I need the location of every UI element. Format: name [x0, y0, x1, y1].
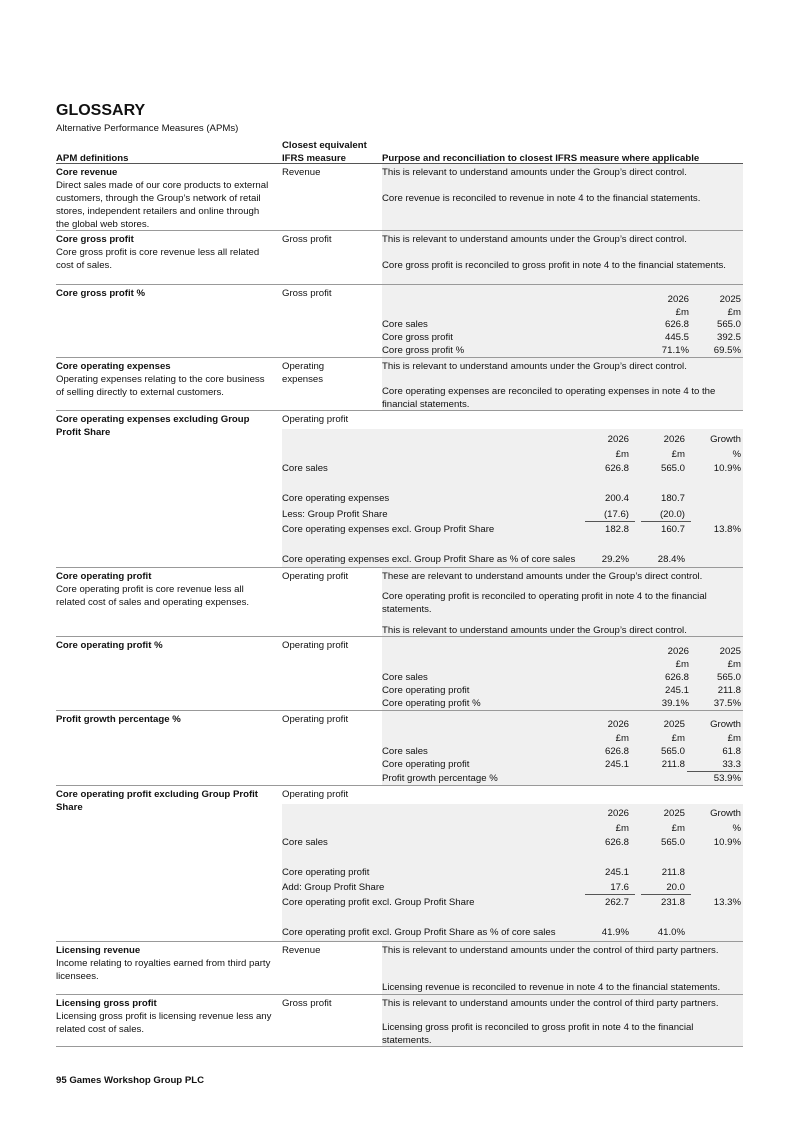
row-core-revenue — [56, 164, 743, 231]
value: 71.1% — [661, 345, 689, 356]
line-label: Core operating profit excl. Group Profit Share as % of core sales — [282, 927, 556, 938]
unit-header: £m — [615, 449, 629, 460]
reconciliation-text: Core operating expenses are reconciled to operating expenses in note 4 to the financial statements. — [382, 386, 716, 410]
value: 626.8 — [604, 746, 629, 757]
value: 211.8 — [717, 685, 741, 696]
row-core-opex — [56, 358, 743, 411]
term-name: Core operating profit — [56, 571, 152, 582]
line-label: Core operating profit — [282, 867, 370, 878]
unit-header: £m — [727, 659, 741, 670]
year-header: 2026 — [667, 294, 689, 305]
purpose-text: This is relevant to understand amounts under the control of third party partners. — [382, 945, 719, 956]
line-label: Core operating profit — [382, 685, 470, 696]
row-core-gross-profit — [56, 231, 743, 285]
row-core-operating-profit — [56, 568, 743, 637]
glossary-page — [56, 0, 743, 1131]
value: 61.8 — [722, 746, 741, 757]
ifrs-measure: Operating expenses — [282, 361, 325, 385]
value: (17.6) — [603, 509, 629, 520]
value: 180.7 — [660, 493, 685, 504]
unit-header: % — [732, 449, 741, 460]
page-subtitle: Alternative Performance Measures (APMs) — [56, 123, 239, 134]
value: 17.6 — [610, 882, 629, 893]
year-header: 2025 — [719, 646, 741, 657]
term-definition: Licensing gross profit is licensing revenue less any related cost of sales. — [56, 1011, 272, 1035]
value: 211.8 — [661, 867, 685, 878]
ifrs-measure: Revenue — [282, 167, 321, 178]
value: 565.0 — [716, 319, 741, 330]
value: 231.8 — [660, 897, 685, 908]
value: 53.9% — [713, 773, 741, 784]
year-header: 2025 — [719, 294, 741, 305]
value: 28.4% — [657, 554, 685, 565]
reconciliation-table — [282, 804, 743, 941]
growth-header: Growth — [710, 719, 741, 730]
year-header: 2026 — [667, 646, 689, 657]
year-header: 2026 — [607, 434, 629, 445]
ifrs-measure: Operating profit — [282, 414, 349, 425]
purpose-text: This is relevant to understand amounts under the control of third party partners. — [382, 998, 719, 1009]
value: 245.1 — [604, 867, 629, 878]
row-core-gross-profit-pct — [56, 285, 743, 358]
ifrs-measure: Gross profit — [282, 288, 332, 299]
value: 245.1 — [664, 685, 689, 696]
value: 41.0% — [657, 927, 685, 938]
col-header-apm: APM definitions — [56, 153, 129, 164]
term-name: Licensing revenue — [56, 945, 141, 956]
value: 565.0 — [660, 463, 685, 474]
subtotal-rule — [641, 894, 691, 895]
purpose-text: This is relevant to understand amounts under the Group’s direct control. — [382, 234, 687, 245]
value: 626.8 — [604, 463, 629, 474]
term-definition: Income relating to royalties earned from third party licensees. — [56, 958, 271, 982]
year-header: 2026 — [663, 434, 685, 445]
growth-header: Growth — [710, 434, 741, 445]
term-name: Core operating profit % — [56, 640, 163, 651]
unit-header: £m — [727, 307, 741, 318]
value: 245.1 — [604, 759, 629, 770]
year-header: 2025 — [663, 719, 685, 730]
term-definition: Core operating profit is core revenue less all related cost of sales and operating expenses. — [56, 584, 250, 608]
term-name: Profit growth percentage % — [56, 714, 181, 725]
term-name: Core gross profit — [56, 234, 134, 245]
term-definition: Core gross profit is core revenue less all related cost of sales. — [56, 247, 260, 271]
ifrs-measure: Operating profit — [282, 789, 349, 800]
reconciliation-text: Core operating profit is reconciled to operating profit in note 4 to the financial statements. — [382, 591, 707, 615]
row-profit-growth — [56, 711, 743, 786]
purpose-text: This is relevant to understand amounts under the Group’s direct control. — [382, 361, 687, 372]
term-name: Licensing gross profit — [56, 998, 157, 1009]
page-title: GLOSSARY — [56, 102, 146, 119]
value: 13.8% — [713, 524, 741, 535]
table-bottom-rule — [56, 1046, 743, 1047]
reconciliation-text: Licensing revenue is reconciled to revenue in note 4 to the financial statements. — [382, 982, 721, 993]
line-label: Core sales — [382, 672, 428, 683]
col-header-ifrs: Closest equivalent IFRS measure — [282, 140, 367, 164]
line-label: Core operating profit excl. Group Profit Share — [282, 897, 475, 908]
reconciliation-text: Licensing gross profit is reconciled to gross profit in note 4 to the financial statements. — [382, 1022, 694, 1046]
line-label: Core gross profit % — [382, 345, 465, 356]
unit-header: £m — [671, 823, 685, 834]
ifrs-measure: Gross profit — [282, 998, 332, 1009]
value: 160.7 — [660, 524, 685, 535]
value: 211.8 — [661, 759, 685, 770]
line-label: Core operating expenses excl. Group Profit Share — [282, 524, 495, 535]
unit-header: £m — [675, 659, 689, 670]
line-label: Core sales — [282, 837, 328, 848]
term-definition: Direct sales made of our core products to external customers, through the Group’s network of retail stores, independent retailers and online through the global web stores. — [56, 180, 269, 230]
subtotal-rule — [585, 521, 635, 522]
line-label: Core sales — [282, 463, 328, 474]
reconciliation-text: Core revenue is reconciled to revenue in note 4 to the financial statements. — [382, 193, 701, 204]
line-label: Core operating profit — [382, 759, 470, 770]
value: 33.3 — [722, 759, 741, 770]
unit-header: £m — [615, 733, 629, 744]
value: 13.3% — [713, 897, 741, 908]
unit-header: £m — [671, 733, 685, 744]
line-label: Profit growth percentage % — [382, 773, 498, 784]
ifrs-measure: Gross profit — [282, 234, 332, 245]
value: 69.5% — [713, 345, 741, 356]
reconciliation-table — [282, 429, 743, 567]
value: 445.5 — [664, 332, 689, 343]
ifrs-measure: Operating profit — [282, 640, 349, 651]
line-label: Core gross profit — [382, 332, 453, 343]
value: 200.4 — [604, 493, 629, 504]
row-core-opex-excl-gps — [56, 411, 743, 568]
row-licensing-revenue — [56, 942, 743, 995]
reconciliation-table — [382, 637, 743, 710]
row-licensing-gross-profit — [56, 995, 743, 1046]
ifrs-measure: Operating profit — [282, 714, 349, 725]
line-label: Core operating expenses — [282, 493, 390, 504]
unit-header: £m — [615, 823, 629, 834]
reconciliation-table — [382, 285, 743, 357]
line-label: Core operating expenses excl. Group Profit Share as % of core sales — [282, 554, 576, 565]
value: 10.9% — [713, 837, 741, 848]
value: 565.0 — [716, 672, 741, 683]
line-label: Less: Group Profit Share — [282, 509, 388, 520]
purpose-text: This is relevant to understand amounts under the Group’s direct control. — [382, 167, 687, 178]
subtotal-rule — [641, 521, 691, 522]
term-name: Core gross profit % — [56, 288, 146, 299]
value: 565.0 — [660, 746, 685, 757]
value: 39.1% — [661, 698, 689, 709]
value: (20.0) — [659, 509, 685, 520]
value: 29.2% — [601, 554, 629, 565]
line-label: Add: Group Profit Share — [282, 882, 385, 893]
value: 626.8 — [664, 319, 689, 330]
unit-header: £m — [675, 307, 689, 318]
line-label: Core sales — [382, 319, 428, 330]
value: 20.0 — [666, 882, 685, 893]
page-footer: 95 Games Workshop Group PLC — [56, 1075, 205, 1086]
unit-header: £m — [727, 733, 741, 744]
value: 10.9% — [713, 463, 741, 474]
year-header: 2025 — [663, 808, 685, 819]
value: 565.0 — [660, 837, 685, 848]
value: 392.5 — [716, 332, 741, 343]
purpose-text: This is relevant to understand amounts under the Group’s direct control. — [382, 625, 687, 636]
row-core-op-profit-excl-gps — [56, 786, 743, 942]
term-definition: Operating expenses relating to the core business of selling directly to external customers. — [56, 374, 265, 398]
term-name: Core operating expenses excluding Group Profit Share — [56, 414, 250, 438]
purpose-text: These are relevant to understand amounts under the Group’s direct control. — [382, 571, 703, 582]
year-header: 2026 — [607, 808, 629, 819]
ifrs-measure: Operating profit — [282, 571, 349, 582]
value: 262.7 — [604, 897, 629, 908]
col-header-purpose: Purpose and reconciliation to closest IFRS measure where applicable — [382, 153, 700, 164]
year-header: 2026 — [607, 719, 629, 730]
reconciliation-table — [382, 711, 743, 785]
line-label: Core sales — [382, 746, 428, 757]
value: 41.9% — [601, 927, 629, 938]
value: 626.8 — [664, 672, 689, 683]
row-core-operating-profit-pct — [56, 637, 743, 711]
value: 182.8 — [604, 524, 629, 535]
unit-header: £m — [671, 449, 685, 460]
value: 37.5% — [713, 698, 741, 709]
line-label: Core operating profit % — [382, 698, 481, 709]
value: 626.8 — [604, 837, 629, 848]
unit-header: % — [732, 823, 741, 834]
subtotal-rule — [585, 894, 635, 895]
growth-header: Growth — [710, 808, 741, 819]
ifrs-measure: Revenue — [282, 945, 321, 956]
term-name: Core revenue — [56, 167, 118, 178]
term-name: Core operating profit excluding Group Profit Share — [56, 789, 259, 813]
term-name: Core operating expenses — [56, 361, 171, 372]
reconciliation-text: Core gross profit is reconciled to gross profit in note 4 to the financial statements. — [382, 260, 726, 271]
